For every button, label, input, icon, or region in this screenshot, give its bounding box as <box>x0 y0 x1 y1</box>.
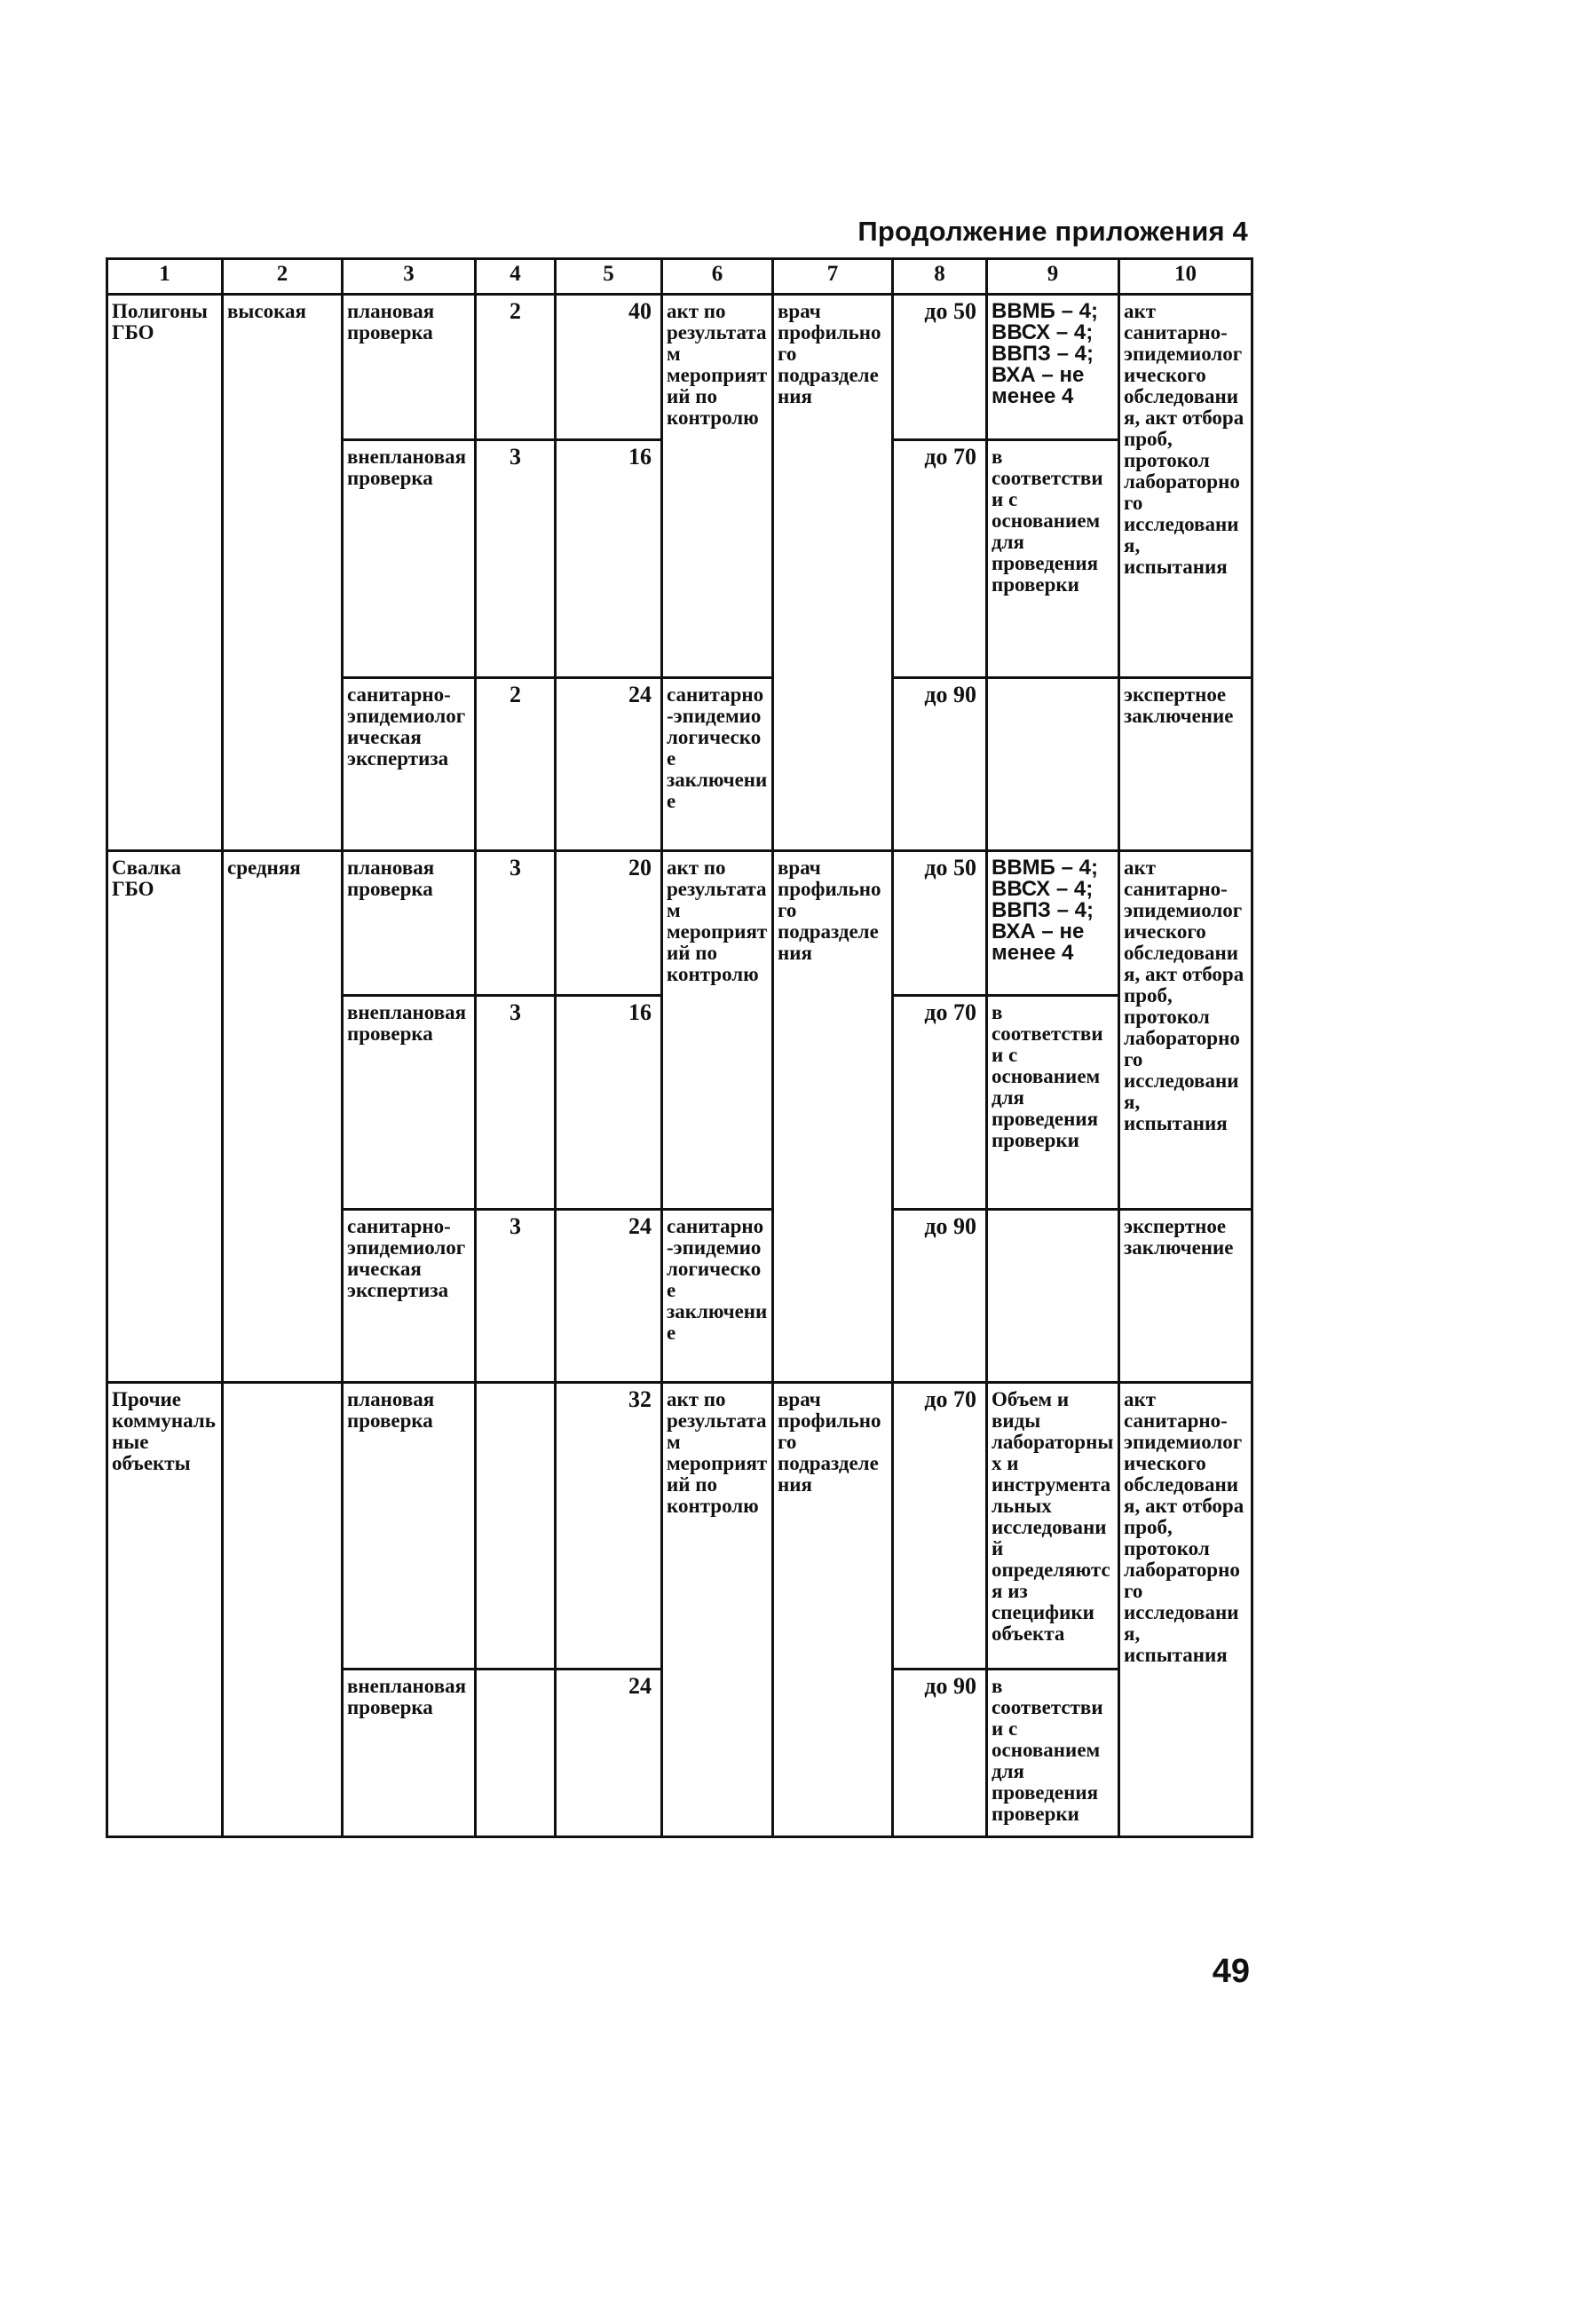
check-type: внеплановая проверка <box>343 1670 476 1837</box>
cell-c4: 2 <box>476 677 556 850</box>
check-type: внеплановая проверка <box>343 440 476 677</box>
cell-c5: 24 <box>556 1209 662 1382</box>
header-col-7: 7 <box>773 259 893 295</box>
cell-c4: 3 <box>476 1209 556 1382</box>
cell-c6: санитарно-эпидемиологическое заключение <box>662 677 773 850</box>
cell-c6: акт по результатам мероприятий по контролю <box>662 1382 773 1836</box>
cell-c5: 20 <box>556 850 662 996</box>
cell-c7: врач профильного подразделения <box>773 850 893 1382</box>
table-row <box>107 295 1252 440</box>
check-type: плановая проверка <box>343 1382 476 1669</box>
cell-c9: ВВМБ – 4; ВВСХ – 4; ВВПЗ – 4; ВХА – не менее 4 <box>987 295 1119 440</box>
cell-c4 <box>476 1670 556 1837</box>
header-col-9: 9 <box>987 259 1119 295</box>
page-number: 49 <box>1212 1953 1250 1990</box>
cell-c6: акт по результатам мероприятий по контролю <box>662 850 773 1209</box>
cell-c8: до 70 <box>893 996 987 1210</box>
header-row <box>107 259 1252 295</box>
header-col-1: 1 <box>107 259 223 295</box>
table-row <box>107 1382 1252 1669</box>
cell-c7: врач профильного подразделения <box>773 295 893 850</box>
cell-c6: санитарно-эпидемиологическое заключение <box>662 1209 773 1382</box>
cell-c10: экспертное заключение <box>1119 677 1252 850</box>
cell-c9: в соответствии с основанием для проведения проверки <box>987 996 1119 1210</box>
check-type: санитарно-эпидемиологическая экспертиза <box>343 1209 476 1382</box>
inspection-table <box>106 257 1253 1838</box>
header-col-5: 5 <box>556 259 662 295</box>
check-type: внеплановая проверка <box>343 996 476 1210</box>
cell-c4: 3 <box>476 850 556 996</box>
header-col-4: 4 <box>476 259 556 295</box>
cell-c8: до 90 <box>893 1670 987 1837</box>
cell-c4: 2 <box>476 295 556 440</box>
cell-c8: до 70 <box>893 1382 987 1669</box>
cell-c7: врач профильного подразделения <box>773 1382 893 1836</box>
cell-c9: ВВМБ – 4; ВВСХ – 4; ВВПЗ – 4; ВХА – не менее 4 <box>987 850 1119 996</box>
risk-level <box>223 1382 343 1836</box>
object-name: Прочие коммунальные объекты <box>107 1382 223 1836</box>
page-caption: Продолжение приложения 4 <box>857 216 1248 247</box>
header-col-6: 6 <box>662 259 773 295</box>
header-col-2: 2 <box>223 259 343 295</box>
cell-c5: 16 <box>556 996 662 1210</box>
cell-c8: до 90 <box>893 677 987 850</box>
cell-c5: 32 <box>556 1382 662 1669</box>
risk-level: средняя <box>223 850 343 1382</box>
cell-c5: 16 <box>556 440 662 677</box>
cell-c6: акт по результатам мероприятий по контролю <box>662 295 773 677</box>
header-col-10: 10 <box>1119 259 1252 295</box>
cell-c10: акт санитарно-эпидемиологического обследования, акт отбора проб, протокол лабораторного исследования, испытания <box>1119 850 1252 1209</box>
cell-c8: до 50 <box>893 850 987 996</box>
cell-c9: в соответствии с основанием для проведения проверки <box>987 440 1119 677</box>
cell-c8: до 70 <box>893 440 987 677</box>
cell-c5: 24 <box>556 1670 662 1837</box>
cell-c9: Объем и виды лабораторных и инструментальных исследований определяются из специфики объекта <box>987 1382 1119 1669</box>
header-col-3: 3 <box>343 259 476 295</box>
cell-c9 <box>987 1209 1119 1382</box>
cell-c9 <box>987 677 1119 850</box>
cell-c10: экспертное заключение <box>1119 1209 1252 1382</box>
check-type: плановая проверка <box>343 850 476 996</box>
cell-c5: 24 <box>556 677 662 850</box>
cell-c10: акт санитарно-эпидемиологического обследования, акт отбора проб, протокол лабораторного исследования, испытания <box>1119 1382 1252 1836</box>
object-name: Полигоны ГБО <box>107 295 223 850</box>
object-name: Свалка ГБО <box>107 850 223 1382</box>
cell-c8: до 90 <box>893 1209 987 1382</box>
header-col-8: 8 <box>893 259 987 295</box>
cell-c10: акт санитарно-эпидемиологического обследования, акт отбора проб, протокол лабораторного исследования, испытания <box>1119 295 1252 677</box>
cell-c8: до 50 <box>893 295 987 440</box>
cell-c9: в соответствии с основанием для проведения проверки <box>987 1670 1119 1837</box>
check-type: плановая проверка <box>343 295 476 440</box>
cell-c4: 3 <box>476 440 556 677</box>
risk-level: высокая <box>223 295 343 850</box>
cell-c4: 3 <box>476 996 556 1210</box>
check-type: санитарно-эпидемиологическая экспертиза <box>343 677 476 850</box>
table-row <box>107 850 1252 996</box>
cell-c4 <box>476 1382 556 1669</box>
cell-c5: 40 <box>556 295 662 440</box>
